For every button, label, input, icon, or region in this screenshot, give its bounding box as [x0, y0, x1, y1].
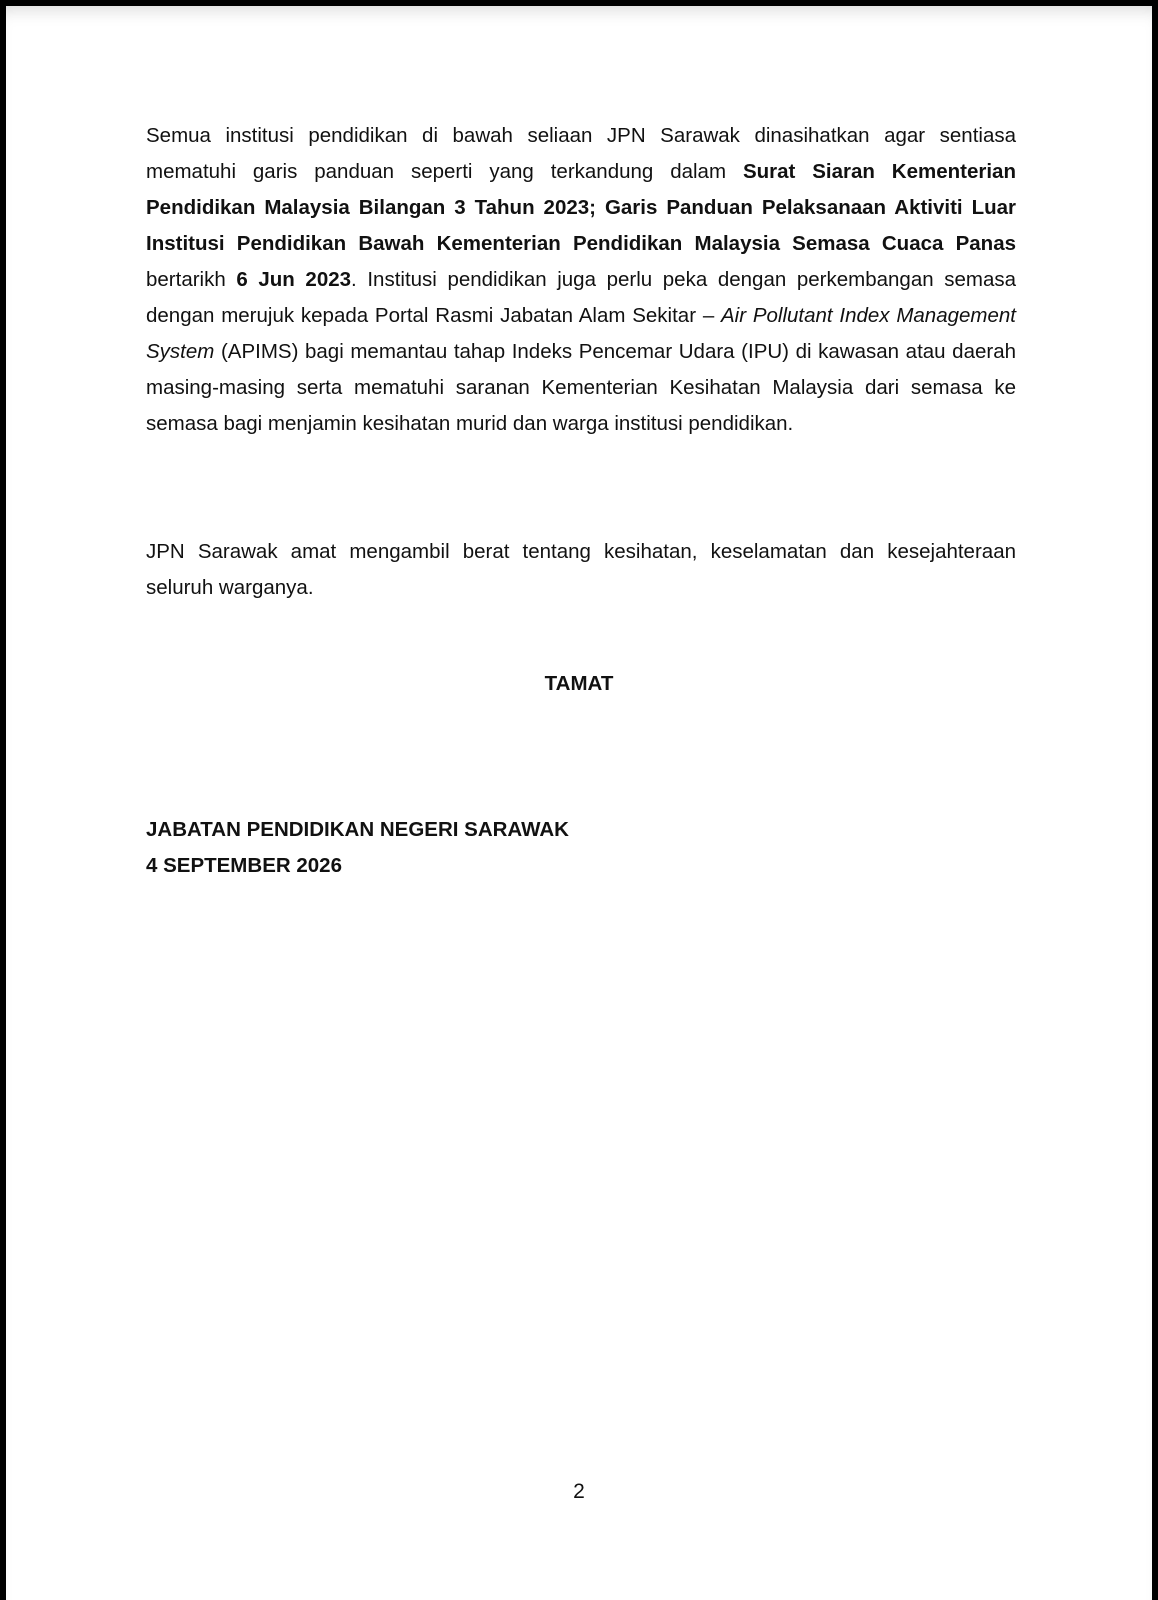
system-name: Air Pollutant Index Management System: [146, 304, 1016, 363]
circular-date: 6 Jun 2023: [236, 268, 352, 291]
end-marker: TAMAT: [544, 672, 614, 695]
paragraph-guidelines: [146, 118, 1016, 442]
circular-title: Surat Siaran Kementerian Pendidikan Malaysia Bilangan 3 Tahun 2023; Garis Panduan Pelaksanaan Aktiviti Luar Institusi Pendidikan Bawah Kementerian Pendidikan Malaysia Semasa Cuaca Panas: [146, 160, 1016, 255]
paragraph-text: . Institusi pendidikan juga perlu peka dengan perkembangan semasa dengan merujuk kepada Portal Rasmi Jabatan Alam Sekitar –: [146, 268, 1017, 327]
paragraph-text: bertarikh: [146, 268, 237, 291]
paragraph-text: Semua institusi pendidikan di bawah seliaan JPN Sarawak dinasihatkan agar sentiasa mematuhi garis panduan seperti yang terkandung dalam: [146, 124, 1016, 183]
document-page: [6, 6, 1152, 1600]
paragraph-text: (APIMS) bagi memantau tahap Indeks Pencemar Udara (IPU) di kawasan atau daerah masing-masing serta mematuhi saranan Kementerian Kesihatan Malaysia dari semasa ke semasa bagi menjamin kesihatan murid dan warga institusi pendidikan.: [146, 340, 1016, 435]
page-number: 2: [573, 1480, 585, 1503]
signature-organization: JABATAN PENDIDIKAN NEGERI SARAWAK: [146, 818, 569, 841]
paragraph-concern: JPN Sarawak amat mengambil berat tentang kesihatan, keselamatan dan kesejahteraan seluruh warganya.: [146, 540, 1016, 599]
signature-date: 4 SEPTEMBER 2026: [146, 854, 342, 877]
